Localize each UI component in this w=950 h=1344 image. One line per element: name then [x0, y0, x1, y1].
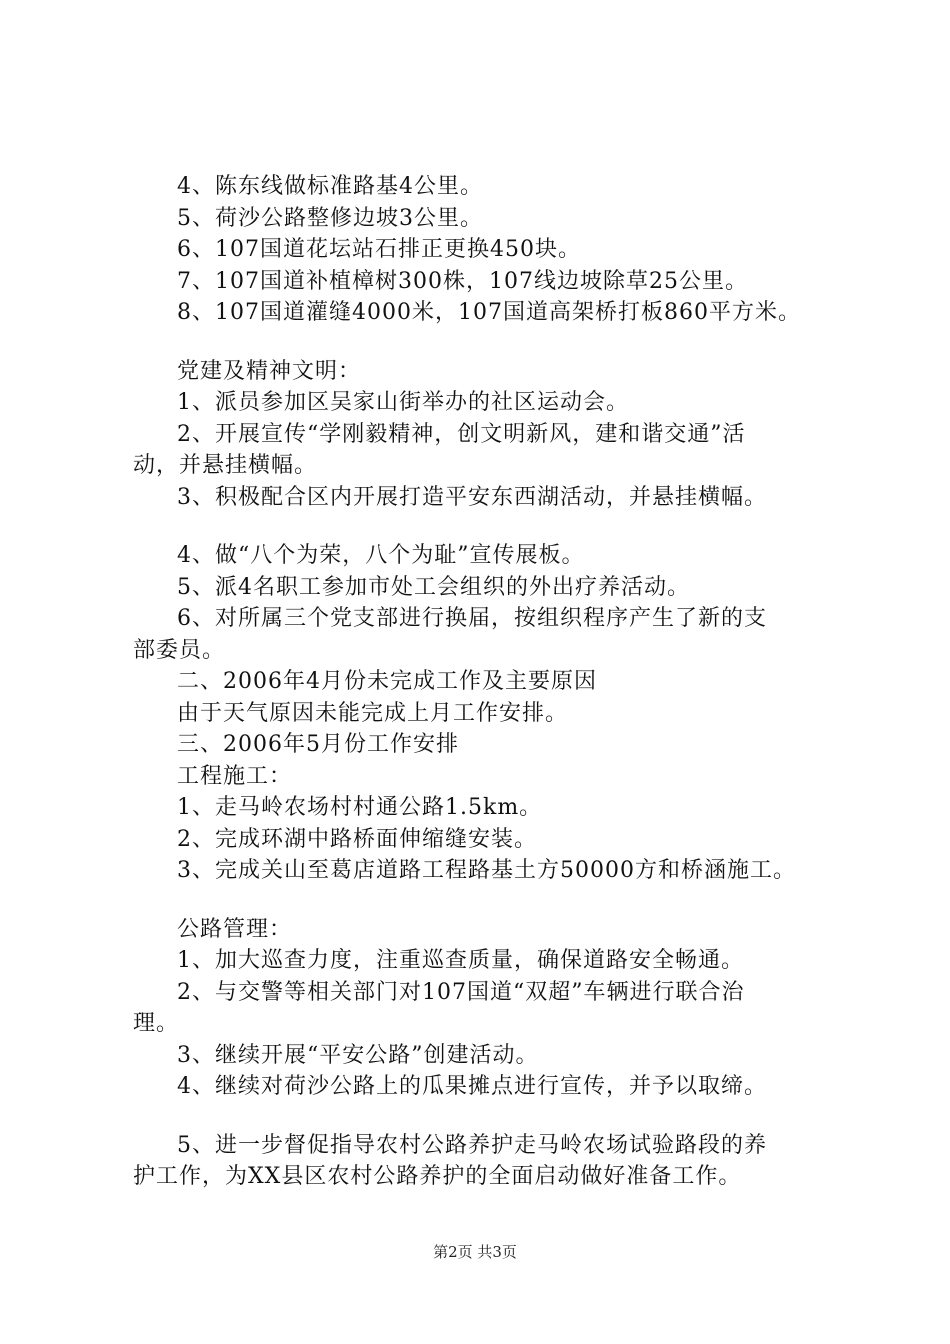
paragraph-line: 5、派4名职工参加市处工会组织的外出疗养活动。 — [177, 574, 690, 600]
paragraph-line: 1、派员参加区吴家山街举办的社区运动会。 — [177, 390, 629, 415]
section-heading: 党建及精神文明： — [177, 358, 362, 384]
paragraph-line-continued: 理。 — [133, 1011, 180, 1036]
spacer — [133, 329, 845, 356]
paragraph-line: 4、陈东线做标准路基4公里。 — [177, 174, 483, 199]
paragraph-line: 4、做“八个为荣，八个为耻”宣传展板。 — [177, 543, 585, 568]
paragraph-line: 2、与交警等相关部门对107国道“双超”车辆进行联合治 — [177, 979, 745, 1005]
paragraph-line: 3、继续开展“平安公路”创建活动。 — [177, 1042, 539, 1068]
paragraph-line: 5、荷沙公路整修边坡3公里。 — [177, 205, 483, 231]
paragraph-line: 3、积极配合区内开展打造平安东西湖活动，并悬挂横幅。 — [177, 484, 767, 510]
paragraph-line: 2、完成环湖中路桥面伸缩缝安装。 — [177, 826, 537, 852]
paragraph-line: 2、开展宣传“学刚毅精神，创文明新风，建和谐交通”活 — [177, 421, 746, 447]
paragraph-line: 6、107国道花坛站石排正更换450块。 — [177, 237, 581, 262]
document-body — [133, 171, 845, 1193]
paragraph-line: 1、加大巡查力度，注重巡查质量，确保道路安全畅通。 — [177, 948, 744, 973]
paragraph-line: 3、完成关山至葛店道路工程路基土方50000方和桥涵施工。 — [177, 858, 796, 883]
spacer — [133, 1103, 845, 1130]
page-number-footer: 第2页 共3页 — [433, 1243, 517, 1261]
section-heading: 工程施工： — [177, 763, 293, 789]
paragraph-line: 5、进一步督促指导农村公路养护走马岭农场试验路段的养 — [177, 1132, 767, 1158]
paragraph-line: 1、走马岭农场村村通公路1.5km。 — [177, 795, 543, 820]
paragraph-line-continued: 部委员。 — [133, 637, 226, 663]
section-heading: 三、2006年5月份工作安排 — [177, 732, 459, 757]
paragraph-line-continued: 护工作，为XX县区农村公路养护的全面启动做好准备工作。 — [133, 1164, 742, 1189]
section-heading: 二、2006年4月份未完成工作及主要原因 — [177, 669, 597, 694]
spacer — [133, 887, 845, 914]
paragraph-line: 6、对所属三个党支部进行换届，按组织程序产生了新的支 — [177, 606, 767, 631]
paragraph-line: 4、继续对荷沙公路上的瓜果摊点进行宣传，并予以取缔。 — [177, 1074, 767, 1099]
paragraph-line: 7、107国道补植樟树300株，107线边坡除草25公里。 — [177, 268, 748, 294]
paragraph-line: 8、107国道灌缝4000米，107国道高架桥打板860平方米。 — [177, 300, 801, 325]
paragraph-line-continued: 动，并悬挂横幅。 — [133, 453, 318, 478]
spacer — [133, 513, 845, 540]
section-heading: 公路管理： — [177, 916, 293, 942]
paragraph-line: 由于天气原因未能完成上月工作安排。 — [177, 700, 569, 726]
